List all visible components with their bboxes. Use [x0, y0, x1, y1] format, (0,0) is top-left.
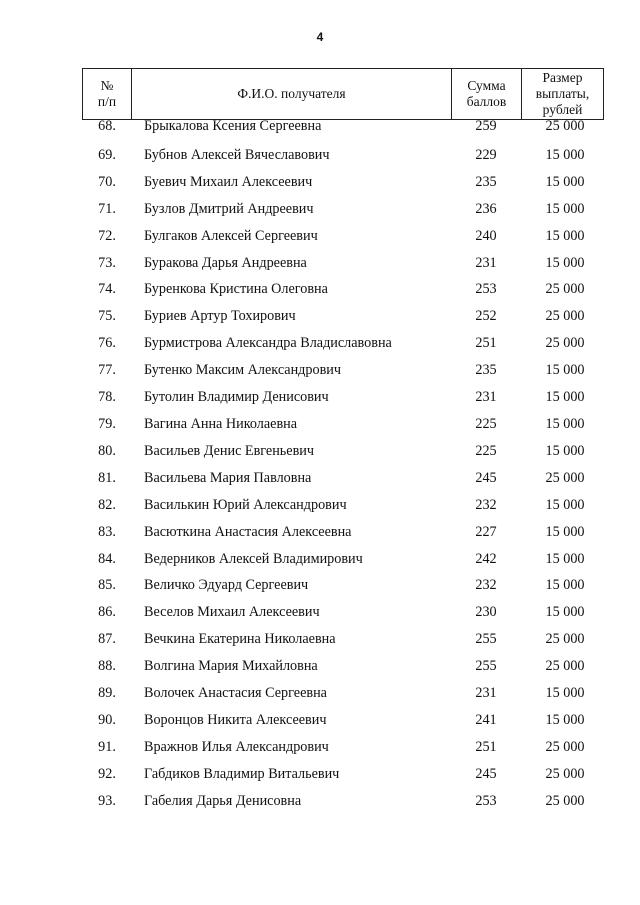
- payment-value: 25 000: [545, 308, 585, 325]
- row-number: 82.: [98, 496, 116, 513]
- table-row: [82, 438, 604, 465]
- score-value: 259: [475, 118, 497, 134]
- row-number: 69.: [98, 146, 116, 163]
- table-row: [82, 599, 604, 626]
- page-number: 4: [316, 30, 324, 44]
- payment-value: 15 000: [545, 685, 585, 702]
- payment-value: 15 000: [545, 389, 585, 406]
- table-row: [82, 250, 604, 277]
- recipient-name: Бутолин Владимир Денисович: [144, 389, 329, 406]
- score-value: 241: [475, 711, 497, 728]
- row-number: 71.: [98, 200, 116, 217]
- row-number: 90.: [98, 711, 116, 728]
- recipient-name: Вражнов Илья Александрович: [144, 738, 329, 755]
- payment-value: 15 000: [545, 496, 585, 513]
- row-number: 78.: [98, 389, 116, 406]
- row-number: 93.: [98, 792, 116, 809]
- recipient-name: Буракова Дарья Андреевна: [144, 254, 307, 271]
- payment-value: 15 000: [545, 577, 585, 594]
- row-number: 84.: [98, 550, 116, 567]
- payment-value: 15 000: [545, 711, 585, 728]
- table-row: [82, 761, 604, 788]
- payment-value: 15 000: [545, 604, 585, 621]
- row-number: 79.: [98, 416, 116, 433]
- payment-value: 15 000: [545, 254, 585, 271]
- row-number: 85.: [98, 577, 116, 594]
- header-score: Сумма баллов: [451, 69, 521, 119]
- row-number: 68.: [98, 118, 116, 134]
- recipient-name: Буриев Артур Тохирович: [144, 308, 296, 325]
- recipient-name: Бубнов Алексей Вячеславович: [144, 146, 330, 163]
- table-row: [82, 492, 604, 519]
- payment-value: 25 000: [545, 281, 585, 298]
- payment-value: 25 000: [545, 792, 585, 809]
- row-number: 80.: [98, 442, 116, 459]
- recipient-name: Величко Эдуард Сергеевич: [144, 577, 309, 594]
- row-number: 75.: [98, 308, 116, 325]
- payment-value: 15 000: [545, 362, 585, 379]
- score-value: 255: [475, 658, 497, 675]
- row-number: 89.: [98, 685, 116, 702]
- table-row: [82, 734, 604, 761]
- table-row: [82, 142, 604, 169]
- payment-value: 25 000: [545, 738, 585, 755]
- recipient-name: Ведерников Алексей Владимирович: [144, 550, 363, 567]
- table-row: [82, 303, 604, 330]
- payment-value: 25 000: [545, 658, 585, 675]
- score-value: 251: [475, 738, 497, 755]
- recipient-name: Волгина Мария Михайловна: [144, 658, 318, 675]
- table-row: [82, 223, 604, 250]
- score-value: 240: [475, 227, 497, 244]
- table-body: [82, 118, 604, 815]
- table-row: [82, 277, 604, 304]
- recipient-name: Габелия Дарья Денисовна: [144, 792, 302, 809]
- score-value: 232: [475, 577, 497, 594]
- table-row: [82, 384, 604, 411]
- row-number: 91.: [98, 738, 116, 755]
- score-value: 231: [475, 685, 497, 702]
- table-row: [82, 465, 604, 492]
- recipient-name: Васильева Мария Павловна: [144, 469, 312, 486]
- recipient-name: Бузлов Дмитрий Андреевич: [144, 200, 314, 217]
- table-row: [82, 653, 604, 680]
- table-row: [82, 169, 604, 196]
- row-number: 83.: [98, 523, 116, 540]
- recipient-name: Волочек Анастасия Сергеевна: [144, 685, 327, 702]
- score-value: 231: [475, 254, 497, 271]
- recipient-name: Брыкалова Ксения Сергеевна: [144, 118, 322, 134]
- payment-value: 25 000: [545, 765, 585, 782]
- header-number: № п/п: [97, 78, 117, 109]
- table-row: [82, 411, 604, 438]
- score-value: 252: [475, 308, 497, 325]
- table-row: [82, 196, 604, 223]
- score-value: 236: [475, 200, 497, 217]
- table-row: [82, 680, 604, 707]
- payment-value: 15 000: [545, 173, 585, 190]
- payment-value: 25 000: [545, 469, 585, 486]
- row-number: 73.: [98, 254, 116, 271]
- row-number: 70.: [98, 173, 116, 190]
- score-value: 231: [475, 389, 497, 406]
- table-row: [82, 519, 604, 546]
- table-row: [82, 357, 604, 384]
- row-number: 86.: [98, 604, 116, 621]
- recipient-name: Васюткина Анастасия Алексеевна: [144, 523, 352, 540]
- recipient-name: Василькин Юрий Александрович: [144, 496, 347, 513]
- recipient-name: Вагина Анна Николаевна: [144, 416, 298, 433]
- row-number: 87.: [98, 631, 116, 648]
- score-value: 227: [475, 523, 497, 540]
- score-value: 245: [475, 765, 497, 782]
- score-value: 245: [475, 469, 497, 486]
- payment-value: 15 000: [545, 442, 585, 459]
- payment-value: 25 000: [545, 118, 585, 134]
- score-value: 235: [475, 362, 497, 379]
- row-number: 77.: [98, 362, 116, 379]
- payment-value: 15 000: [545, 200, 585, 217]
- payment-value: 15 000: [545, 550, 585, 567]
- table-row: [82, 330, 604, 357]
- score-value: 235: [475, 173, 497, 190]
- score-value: 225: [475, 442, 497, 459]
- score-value: 232: [475, 496, 497, 513]
- row-number: 81.: [98, 469, 116, 486]
- score-value: 253: [475, 281, 497, 298]
- table-row: [82, 788, 604, 815]
- recipient-name: Буевич Михаил Алексеевич: [144, 173, 313, 190]
- recipient-name: Габдиков Владимир Витальевич: [144, 765, 340, 782]
- table-row: [82, 118, 604, 142]
- score-value: 242: [475, 550, 497, 567]
- table-row: [82, 626, 604, 653]
- recipient-name: Васильев Денис Евгеньевич: [144, 442, 315, 459]
- table-row: [82, 573, 604, 600]
- row-number: 76.: [98, 335, 116, 352]
- recipient-name: Воронцов Никита Алексеевич: [144, 711, 327, 728]
- score-value: 229: [475, 146, 497, 163]
- payment-value: 15 000: [545, 523, 585, 540]
- score-value: 225: [475, 416, 497, 433]
- header-payment: Размер выплаты, рублей: [521, 69, 603, 119]
- payment-value: 25 000: [545, 631, 585, 648]
- recipient-name: Бурмистрова Александра Владиславовна: [144, 335, 392, 352]
- header-name: Ф.И.О. получателя: [131, 69, 451, 119]
- row-number: 88.: [98, 658, 116, 675]
- payment-value: 15 000: [545, 146, 585, 163]
- table-header: [82, 68, 604, 120]
- payment-value: 15 000: [545, 416, 585, 433]
- recipient-name: Булгаков Алексей Сергеевич: [144, 227, 318, 244]
- recipient-name: Буренкова Кристина Олеговна: [144, 281, 328, 298]
- recipient-name: Вечкина Екатерина Николаевна: [144, 631, 336, 648]
- payment-value: 15 000: [545, 227, 585, 244]
- table-row: [82, 546, 604, 573]
- score-value: 255: [475, 631, 497, 648]
- recipient-name: Бутенко Максим Александрович: [144, 362, 342, 379]
- row-number: 74.: [98, 281, 116, 298]
- recipient-name: Веселов Михаил Алексеевич: [144, 604, 320, 621]
- score-value: 230: [475, 604, 497, 621]
- payment-value: 25 000: [545, 335, 585, 352]
- table-row: [82, 707, 604, 734]
- score-value: 251: [475, 335, 497, 352]
- score-value: 253: [475, 792, 497, 809]
- row-number: 72.: [98, 227, 116, 244]
- row-number: 92.: [98, 765, 116, 782]
